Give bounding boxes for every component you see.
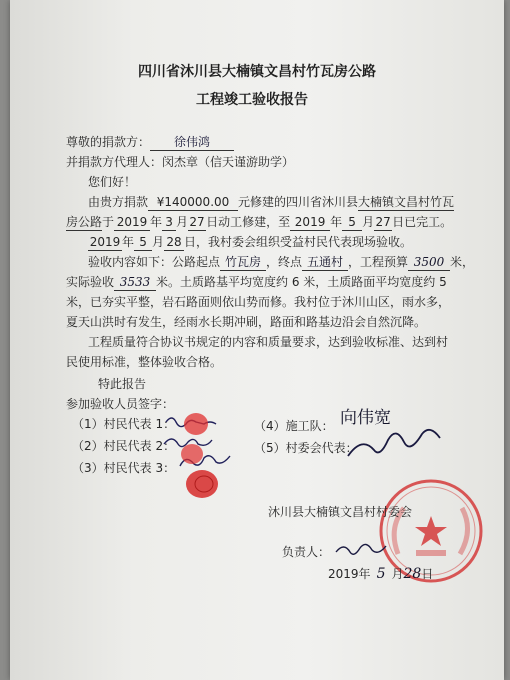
para2-line <box>88 234 412 251</box>
para3-line1 <box>88 254 474 271</box>
para3-text-b: ，终点 <box>266 255 303 269</box>
para1-text-a: 由贵方捐款 <box>88 195 149 209</box>
para3-text-c: ，工程预算 <box>348 255 409 269</box>
responsible-label: 负责人： <box>282 545 331 559</box>
construction-team-signature: 向伟宽 <box>340 408 391 428</box>
donor-line <box>66 134 234 151</box>
document-page <box>10 0 504 680</box>
special-report-text: 特此报告 <box>98 377 147 391</box>
sign-date <box>328 566 433 582</box>
agent-name: 闵杰章（信天谨游助学） <box>162 155 295 169</box>
sign-date-text-b: 月 <box>391 567 404 581</box>
inspection-month: 5 <box>134 234 152 251</box>
sign-day: 28 <box>403 566 422 582</box>
para1-text-c: 于 <box>102 215 115 229</box>
end-month: 5 <box>342 214 362 231</box>
para3-line2 <box>66 274 447 291</box>
budget-length: 3500 <box>408 254 450 271</box>
signer-villager-2: （2）村民代表 2： <box>72 439 176 453</box>
signer-villager-3: （3）村民代表 3： <box>72 461 176 475</box>
road-end-point: 五通村 <box>302 254 348 271</box>
responsible-signature <box>332 538 392 560</box>
para1-line1 <box>88 194 454 211</box>
signer-construction-team: （4）施工队： <box>254 419 334 433</box>
para1-text-f: 日动工修建，至 <box>206 215 291 229</box>
para1-text-b: 元修建的四川省沐川县 <box>238 195 359 209</box>
para3-line4: 夏天山洪时有发生，经雨水长期冲刷，路面和路基边沿会自然沉降。 <box>66 315 427 329</box>
para3-text-d: 米， <box>450 255 475 269</box>
red-fingerprints <box>174 410 234 505</box>
para3-text-a: 验收内容如下：公路起点 <box>88 255 221 269</box>
donor-name: 徐伟鸿 <box>150 134 234 151</box>
para2-text-b: 月 <box>152 235 165 249</box>
inspection-year: 2019 <box>89 235 121 249</box>
hello-text: 您们好！ <box>88 175 137 189</box>
end-year: 2019 <box>290 214 330 231</box>
para1-text-d: 年 <box>150 215 163 229</box>
inspection-day: 28 <box>164 234 184 251</box>
para1-text-h: 月 <box>362 215 375 229</box>
committee-rep-signature <box>344 426 444 466</box>
participants-label: 参加验收人员签字： <box>66 397 175 411</box>
project-name-1: 大楠镇文昌村竹瓦 <box>358 195 455 209</box>
start-year: 2019 <box>114 214 150 231</box>
agent-line <box>66 154 294 170</box>
signer-villager-1: （1）村民代表 1： <box>72 417 176 431</box>
agent-label: 并捐款方代理人： <box>66 155 163 169</box>
donation-amount: ¥140000.00 <box>148 194 238 211</box>
para2-text-c: 日，我村委会组织受益村民代表现场验收。 <box>184 235 413 249</box>
sign-date-text-a: 年 <box>358 567 371 581</box>
document-title-line1: 四川省沐川县大楠镇文昌村竹瓦房公路 <box>138 64 376 80</box>
actual-length: 3533 <box>114 274 156 291</box>
start-day: 27 <box>189 215 205 229</box>
signer-committee-rep: （5）村委会代表： <box>254 441 358 455</box>
para1-line2 <box>66 214 452 231</box>
para2-text-a: 年 <box>122 235 135 249</box>
donor-label: 尊敬的捐款方： <box>66 135 151 149</box>
para1-text-g: 年 <box>330 215 343 229</box>
sign-year: 2019 <box>328 567 359 581</box>
para3-line3: 米，已夯实平整，岩石路面则依山势而修。我村位于沐川山区，雨水多， <box>66 295 451 309</box>
para1-text-e: 月 <box>176 215 189 229</box>
para4-line2: 民使用标准，整体验收合格。 <box>66 355 223 369</box>
para4-line1: 工程质量符合协议书规定的内容和质量要求，达到验收标准、达到村 <box>88 335 449 349</box>
sign-month: 5 <box>376 566 386 582</box>
para1-text-i: 日已完工。 <box>392 215 453 229</box>
road-start-point: 竹瓦房 <box>220 254 266 271</box>
para3-text-e: 实际验收 <box>66 275 115 289</box>
start-month: 3 <box>162 214 176 231</box>
sign-date-text-c: 日 <box>421 567 434 581</box>
document-title-line2: 工程竣工验收报告 <box>196 92 308 108</box>
end-day: 27 <box>375 215 391 229</box>
project-name-2: 房公路 <box>66 215 103 229</box>
para3-text-f: 米。土质路基平均宽度约 6 米，土质路面平均宽度约 5 <box>156 275 447 289</box>
committee-name: 沐川县大楠镇文昌村村委会 <box>268 505 413 519</box>
